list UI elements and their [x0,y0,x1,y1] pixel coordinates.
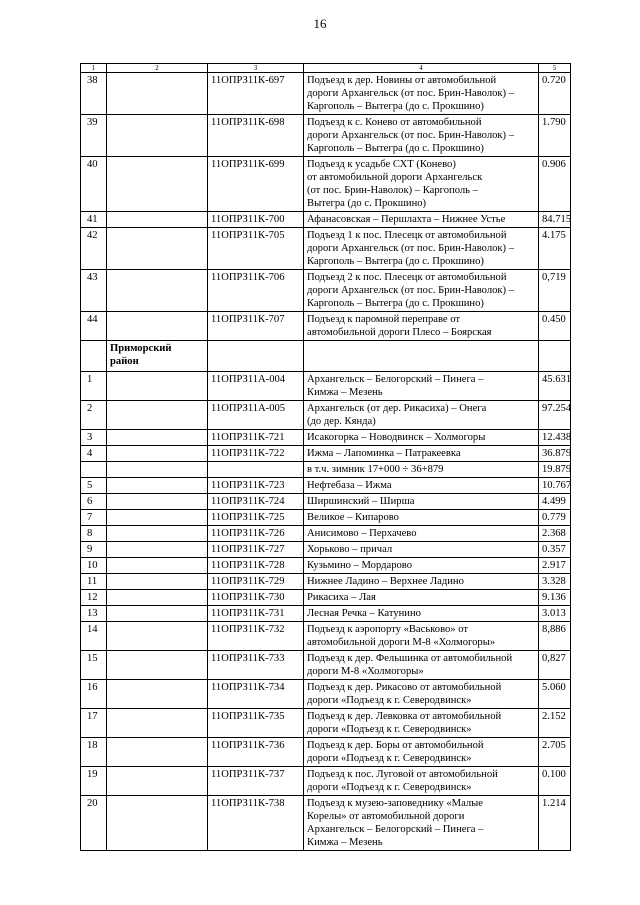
road-name-cell: Подъезд к паромной переправе от автомобильной дороги Плесо – Боярская [304,312,539,341]
road-name-cell: Лесная Речка – Катунино [304,606,539,622]
table-row [81,401,571,430]
road-length-cell: 97.254 [539,401,571,430]
row-number-cell [81,462,107,478]
row-number-cell: 20 [81,796,107,851]
road-name-cell: Нефтебаза – Ижма [304,478,539,494]
road-name-cell: Подъезд к дер. Рикасово от автомобильной дороги «Подъезд к г. Северодвинск» [304,680,539,709]
district-cell [107,510,208,526]
road-length-cell: 5.060 [539,680,571,709]
table-row [81,462,571,478]
road-code-cell: 11ОПРЗ11К-721 [208,430,304,446]
table-row [81,651,571,680]
column-number: 2 [107,64,208,73]
district-cell [107,622,208,651]
road-name-cell: Подъезд к усадьбе СХТ (Конево) от автомобильной дороги Архангельск (от пос. Брин-Наволок) – Каргополь – Вытегра (до с. Прокшино) [304,157,539,212]
road-code-cell: 11ОПРЗ11А-005 [208,401,304,430]
road-code-cell: 11ОПРЗ11К-697 [208,73,304,115]
table-row [81,574,571,590]
district-cell [107,312,208,341]
road-length-cell: 4.499 [539,494,571,510]
row-number-cell: 11 [81,574,107,590]
district-cell [107,558,208,574]
column-number-row [81,64,571,73]
road-code-cell: 11ОПРЗ11К-726 [208,526,304,542]
table-row [81,606,571,622]
road-code-cell: 11ОПРЗ11К-725 [208,510,304,526]
row-number-cell: 43 [81,270,107,312]
road-name-cell: Архангельск (от дер. Рикасиха) – Онега (до дер. Кянда) [304,401,539,430]
road-name-cell: Афанасовская – Першлахта – Нижнее Устье [304,212,539,228]
empty-cell [81,341,107,372]
road-length-cell: 12.438 [539,430,571,446]
row-number-cell: 2 [81,401,107,430]
row-number-cell: 16 [81,680,107,709]
road-length-cell: 2.368 [539,526,571,542]
district-cell [107,709,208,738]
district-cell [107,526,208,542]
road-length-cell: 3.013 [539,606,571,622]
road-length-cell: 9.136 [539,590,571,606]
district-cell [107,796,208,851]
row-number-cell: 3 [81,430,107,446]
road-length-cell: 19.879 [539,462,571,478]
roads-table [80,63,571,851]
road-length-cell: 10.767 [539,478,571,494]
road-name-cell: Ижма – Лапоминка – Патракеевка [304,446,539,462]
road-name-cell: Ширшинский – Ширша [304,494,539,510]
district-cell [107,446,208,462]
row-number-cell: 1 [81,372,107,401]
road-code-cell: 11ОПРЗ11К-722 [208,446,304,462]
road-code-cell: 11ОПРЗ11К-706 [208,270,304,312]
row-number-cell: 13 [81,606,107,622]
table-row [81,270,571,312]
empty-cell [304,341,539,372]
road-length-cell: 0.720 [539,73,571,115]
table-row [81,680,571,709]
row-number-cell: 4 [81,446,107,462]
road-code-cell: 11ОПРЗ11К-738 [208,796,304,851]
row-number-cell: 5 [81,478,107,494]
row-number-cell: 18 [81,738,107,767]
road-name-cell: Подъезд к дер. Левковка от автомобильной дороги «Подъезд к г. Северодвинск» [304,709,539,738]
row-number-cell: 9 [81,542,107,558]
road-name-cell: в т.ч. зимник 17+000 ÷ 36+879 [304,462,539,478]
row-number-cell: 19 [81,767,107,796]
table-row [81,526,571,542]
road-code-cell: 11ОПРЗ11К-707 [208,312,304,341]
empty-cell [539,341,571,372]
column-number: 5 [539,64,571,73]
road-code-cell: 11ОПРЗ11К-724 [208,494,304,510]
row-number-cell: 40 [81,157,107,212]
district-cell [107,372,208,401]
table-row [81,738,571,767]
district-header-row [81,341,571,372]
table-row [81,73,571,115]
row-number-cell: 12 [81,590,107,606]
table-row [81,228,571,270]
road-name-cell: Хорьково – причал [304,542,539,558]
road-name-cell: Исакогорка – Новодвинск – Холмогоры [304,430,539,446]
district-cell [107,462,208,478]
row-number-cell: 6 [81,494,107,510]
district-cell [107,270,208,312]
road-length-cell: 8,886 [539,622,571,651]
road-name-cell: Кузьмино – Мордарово [304,558,539,574]
road-length-cell: 1.790 [539,115,571,157]
road-code-cell: 11ОПРЗ11К-700 [208,212,304,228]
road-name-cell: Подъезд к с. Конево от автомобильной дороги Архангельск (от пос. Брин-Наволок) – Каргополь – Вытегра (до с. Прокшино) [304,115,539,157]
column-number: 4 [304,64,539,73]
road-code-cell: 11ОПРЗ11К-735 [208,709,304,738]
table-row [81,494,571,510]
district-cell [107,542,208,558]
road-name-cell: Подъезд к дер. Новины от автомобильной дороги Архангельск (от пос. Брин-Наволок) – Каргополь – Вытегра (до с. Прокшино) [304,73,539,115]
road-length-cell: 36.879 [539,446,571,462]
road-code-cell: 11ОПРЗ11К-729 [208,574,304,590]
road-code-cell: 11ОПРЗ11К-705 [208,228,304,270]
district-cell [107,651,208,680]
table-row [81,478,571,494]
district-cell [107,478,208,494]
road-code-cell: 11ОПРЗ11К-731 [208,606,304,622]
district-cell [107,73,208,115]
table-row [81,212,571,228]
road-code-cell: 11ОПРЗ11К-730 [208,590,304,606]
table-row [81,157,571,212]
table-row [81,372,571,401]
row-number-cell: 8 [81,526,107,542]
table-row [81,115,571,157]
district-cell [107,590,208,606]
road-length-cell: 0,827 [539,651,571,680]
road-length-cell: 3.328 [539,574,571,590]
road-code-cell: 11ОПРЗ11К-727 [208,542,304,558]
road-name-cell: Подъезд к дер. Фельшинка от автомобильной дороги М-8 «Холмогоры» [304,651,539,680]
row-number-cell: 14 [81,622,107,651]
district-cell [107,212,208,228]
road-name-cell: Подъезд 1 к пос. Плесецк от автомобильной дороги Архангельск (от пос. Брин-Наволок) – Каргополь – Вытегра (до с. Прокшино) [304,228,539,270]
road-length-cell: 0.779 [539,510,571,526]
road-name-cell: Рикасиха – Лая [304,590,539,606]
road-length-cell: 0.100 [539,767,571,796]
table-row [81,767,571,796]
road-code-cell: 11ОПРЗ11А-004 [208,372,304,401]
table-row [81,558,571,574]
road-code-cell: 11ОПРЗ11К-728 [208,558,304,574]
row-number-cell: 15 [81,651,107,680]
road-code-cell: 11ОПРЗ11К-733 [208,651,304,680]
row-number-cell: 17 [81,709,107,738]
district-cell [107,738,208,767]
road-length-cell: 0.357 [539,542,571,558]
district-cell [107,115,208,157]
table-row [81,446,571,462]
row-number-cell: 7 [81,510,107,526]
road-code-cell: 11ОПРЗ11К-737 [208,767,304,796]
road-code-cell: 11ОПРЗ11К-723 [208,478,304,494]
column-number: 1 [81,64,107,73]
road-name-cell: Подъезд 2 к пос. Плесецк от автомобильной дороги Архангельск (от пос. Брин-Наволок) – Каргополь – Вытегра (до с. Прокшино) [304,270,539,312]
table-row [81,796,571,851]
road-name-cell: Анисимово – Перхачево [304,526,539,542]
road-code-cell: 11ОПРЗ11К-698 [208,115,304,157]
table-row [81,510,571,526]
road-length-cell: 2.917 [539,558,571,574]
column-number: 3 [208,64,304,73]
road-name-cell: Великое – Кипарово [304,510,539,526]
district-cell [107,494,208,510]
road-length-cell: 45.631 [539,372,571,401]
page-number: 16 [313,16,327,31]
road-length-cell: 84.715 [539,212,571,228]
table-row [81,542,571,558]
row-number-cell: 44 [81,312,107,341]
road-name-cell: Нижнее Ладино – Верхнее Ладино [304,574,539,590]
district-cell [107,680,208,709]
district-cell [107,574,208,590]
row-number-cell: 10 [81,558,107,574]
table-row [81,590,571,606]
road-length-cell: 1.214 [539,796,571,851]
district-cell [107,606,208,622]
table-row [81,430,571,446]
road-name-cell: Архангельск – Белогорский – Пинега – Кимжа – Мезень [304,372,539,401]
road-name-cell: Подъезд к пос. Луговой от автомобильной дороги «Подъезд к г. Северодвинск» [304,767,539,796]
road-length-cell: 2.705 [539,738,571,767]
table-row [81,312,571,341]
district-cell [107,157,208,212]
road-length-cell: 0.450 [539,312,571,341]
road-length-cell: 2.152 [539,709,571,738]
road-code-cell: 11ОПРЗ11К-734 [208,680,304,709]
road-length-cell: 0,719 [539,270,571,312]
road-name-cell: Подъезд к музею-заповеднику «Малые Корелы» от автомобильной дороги Архангельск – Белогорский – Пинега – Кимжа – Мезень [304,796,539,851]
row-number-cell: 42 [81,228,107,270]
district-cell [107,401,208,430]
road-name-cell: Подъезд к дер. Боры от автомобильной дороги «Подъезд к г. Северодвинск» [304,738,539,767]
district-cell [107,430,208,446]
road-code-cell: 11ОПРЗ11К-699 [208,157,304,212]
row-number-cell: 41 [81,212,107,228]
empty-cell [208,341,304,372]
district-cell [107,228,208,270]
row-number-cell: 39 [81,115,107,157]
road-code-cell [208,462,304,478]
district-cell [107,767,208,796]
table-row [81,709,571,738]
road-name-cell: Подъезд к аэропорту «Васьково» от автомобильной дороги М-8 «Холмогоры» [304,622,539,651]
table-row [81,622,571,651]
road-code-cell: 11ОПРЗ11К-736 [208,738,304,767]
road-code-cell: 11ОПРЗ11К-732 [208,622,304,651]
row-number-cell: 38 [81,73,107,115]
road-length-cell: 0.906 [539,157,571,212]
road-length-cell: 4.175 [539,228,571,270]
district-name: Приморский район [107,341,208,372]
